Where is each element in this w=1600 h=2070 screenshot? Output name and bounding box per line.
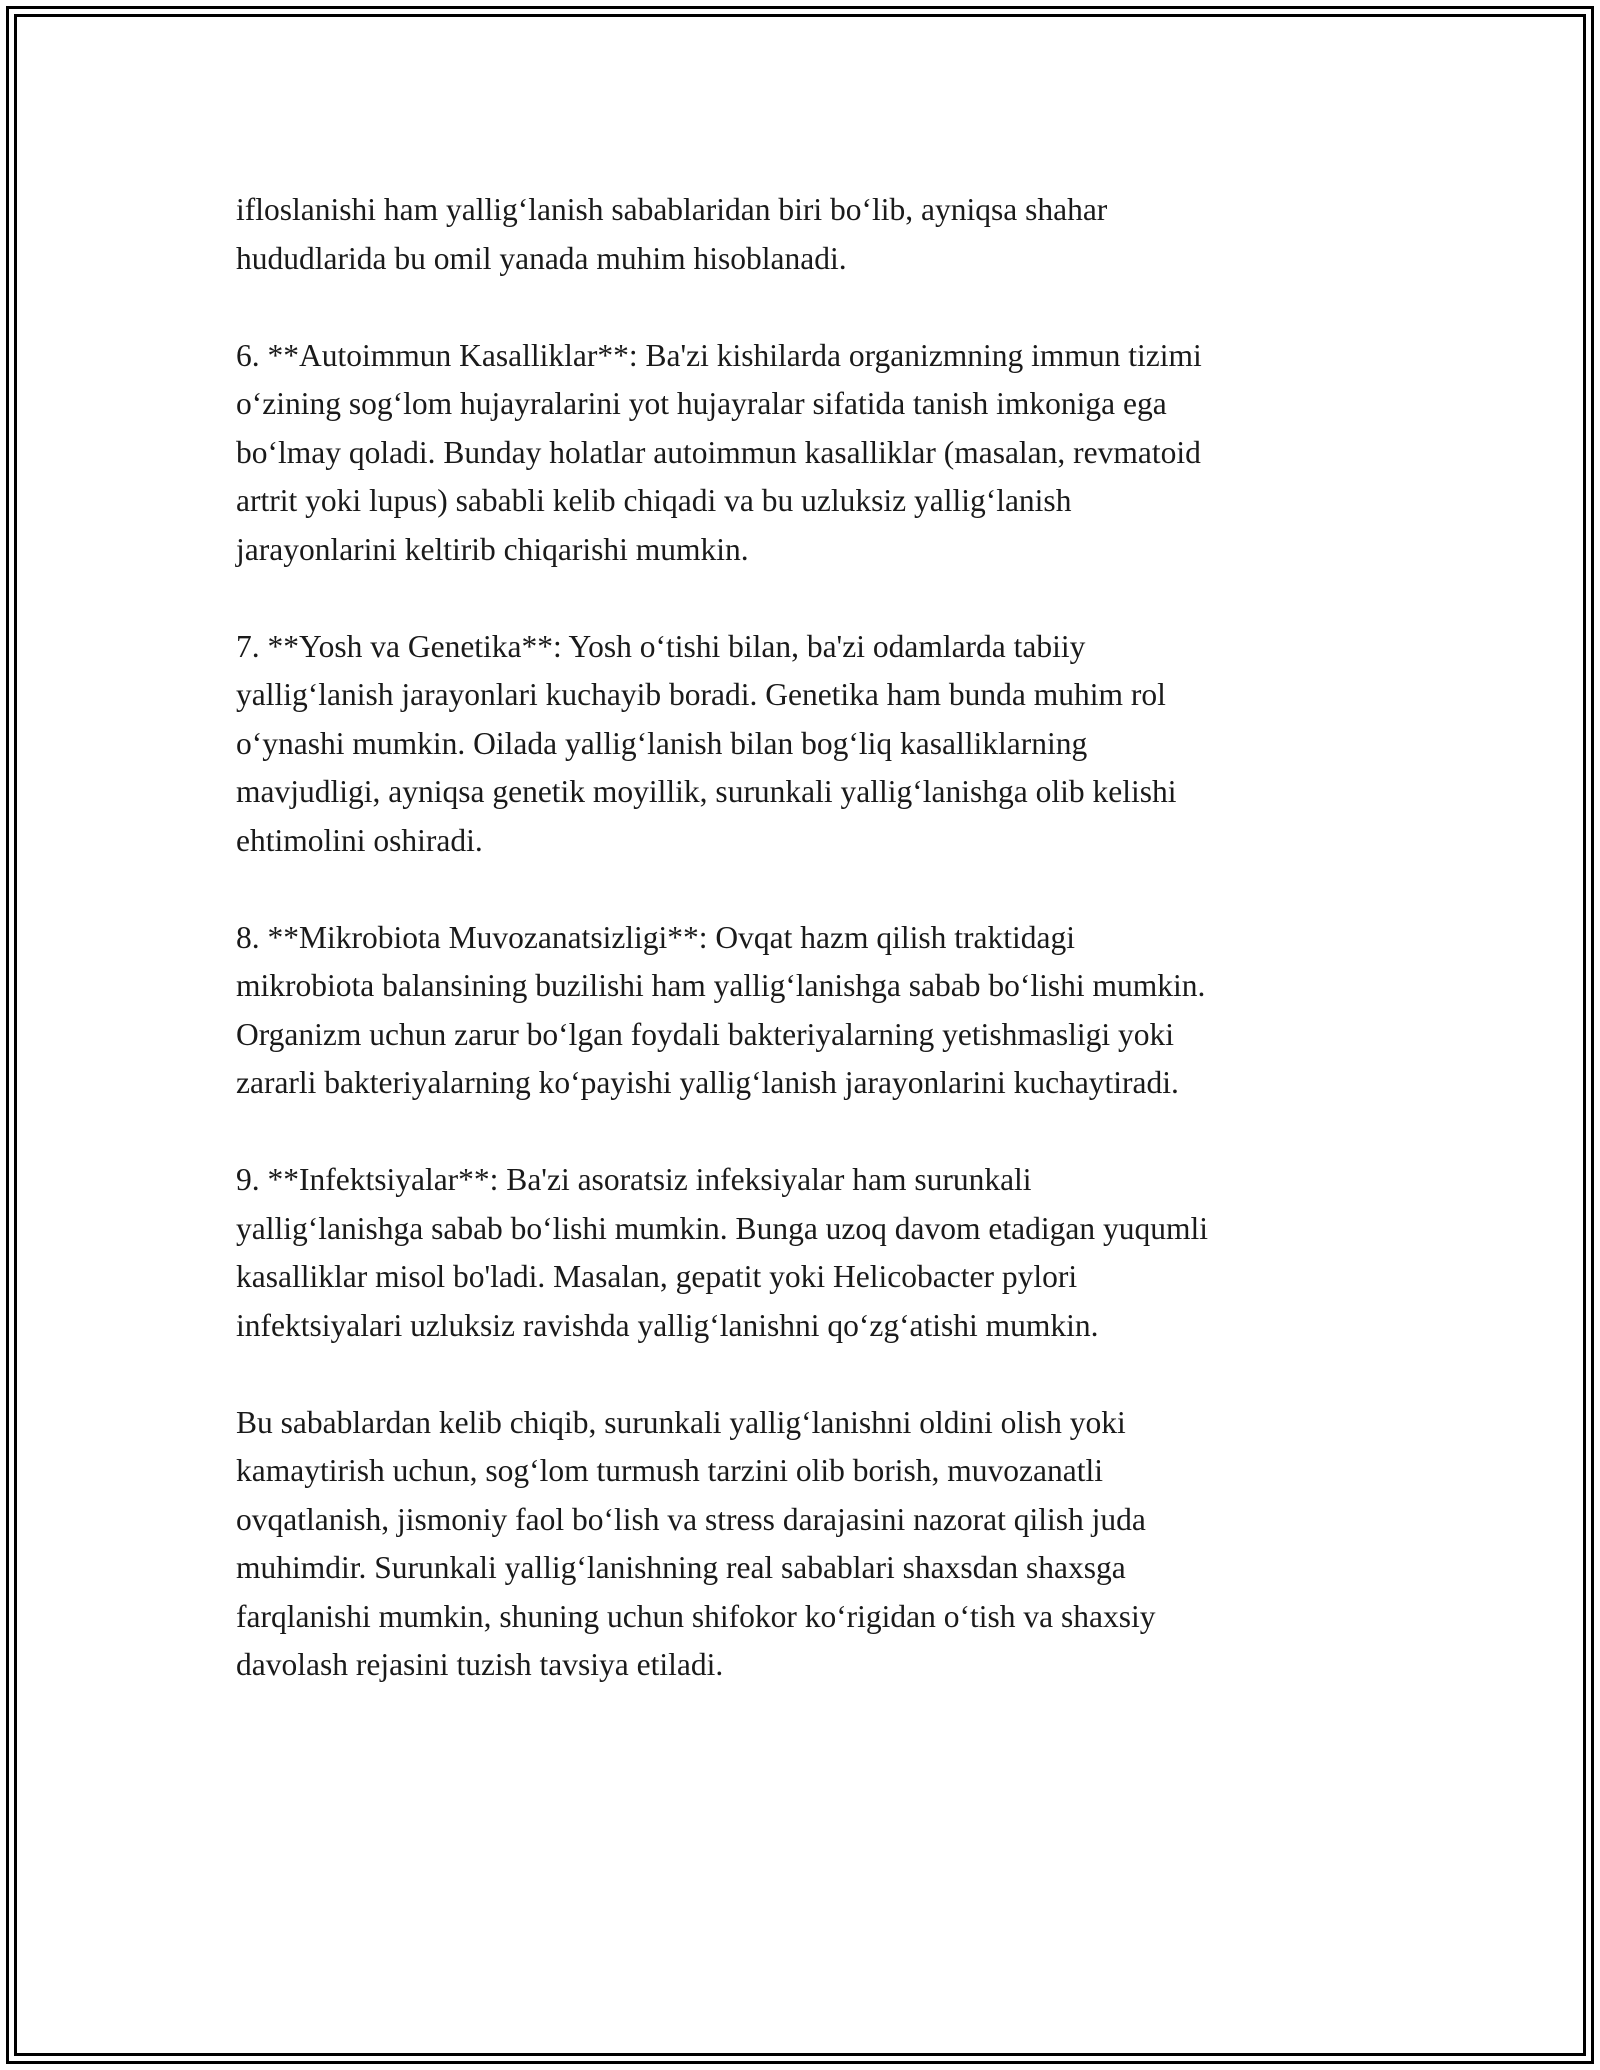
paragraph-autoimmune-diseases: 6. **Autoimmun Kasalliklar**: Ba'zi kishilarda organizmning immun tizimi o‘zining sog‘lom hujayralarini yot hujayralar sifatida tanish imkoniga ega bo‘lmay qoladi. Bunday holatlar autoimmun kasalliklar (masalan, revmatoid artrit yoki lupus) sababli kelib chiqadi va bu uzluksiz yallig‘lanish jarayonlarini keltirib chiqarishi mumkin. bbox=[236, 337, 1202, 567]
paragraph-age-genetics: 7. **Yosh va Genetika**: Yosh o‘tishi bilan, ba'zi odamlarda tabiiy yallig‘lanish jarayonlari kuchayib boradi. Genetika ham bunda muhim rol o‘ynashi mumkin. Oilada yallig‘lanish bilan bog‘liq kasalliklarning mavjudligi, ayniqsa genetik moyillik, surunkali yallig‘lanishga olib kelishi ehtimolini oshiradi. bbox=[236, 628, 1177, 858]
paragraph-conclusion: Bu sabablardan kelib chiqib, surunkali yallig‘lanishni oldini olish yoki kamaytirish uchun, sog‘lom turmush tarzini olib borish, muvozanatli ovqatlanish, jismoniy faol bo‘lish va stress darajasini nazorat qilish juda muhimdir. Surunkali yallig‘lanishning real sabablari shaxsdan shaxsga farqlanishi mumkin, shuning uchun shifokor ko‘rigidan o‘tish va shaxsiy davolash rejasini tuzish tavsiya etiladi. bbox=[236, 1404, 1156, 1682]
document-body bbox=[236, 186, 1386, 1738]
paragraph-infections: 9. **Infektsiyalar**: Ba'zi asoratsiz infeksiyalar ham surunkali yallig‘lanishga sabab bo‘lishi mumkin. Bunga uzoq davom etadigan yuqumli kasalliklar misol bo'ladi. Masalan, gepatit yoki Helicobacter pylori infektsiyalari uzluksiz ravishda yallig‘lanishni qo‘zg‘atishi mumkin. bbox=[236, 1162, 1208, 1343]
paragraph-microbiota-imbalance: 8. **Mikrobiota Muvozanatsizligi**: Ovqat hazm qilish traktidagi mikrobiota balansining buzilishi ham yallig‘lanishga sabab bo‘lishi mumkin. Organizm uchun zarur bo‘lgan foydali bakteriyalarning yetishmasligi yoki zararli bakteriyalarning ko‘payishi yallig‘lanish jarayonlarini kuchaytiradi. bbox=[236, 919, 1206, 1100]
paragraph-intro-continuation: ifloslanishi ham yallig‘lanish sabablaridan biri bo‘lib, ayniqsa shahar hududlarida bu omil yanada muhim hisoblanadi. bbox=[236, 192, 1108, 276]
